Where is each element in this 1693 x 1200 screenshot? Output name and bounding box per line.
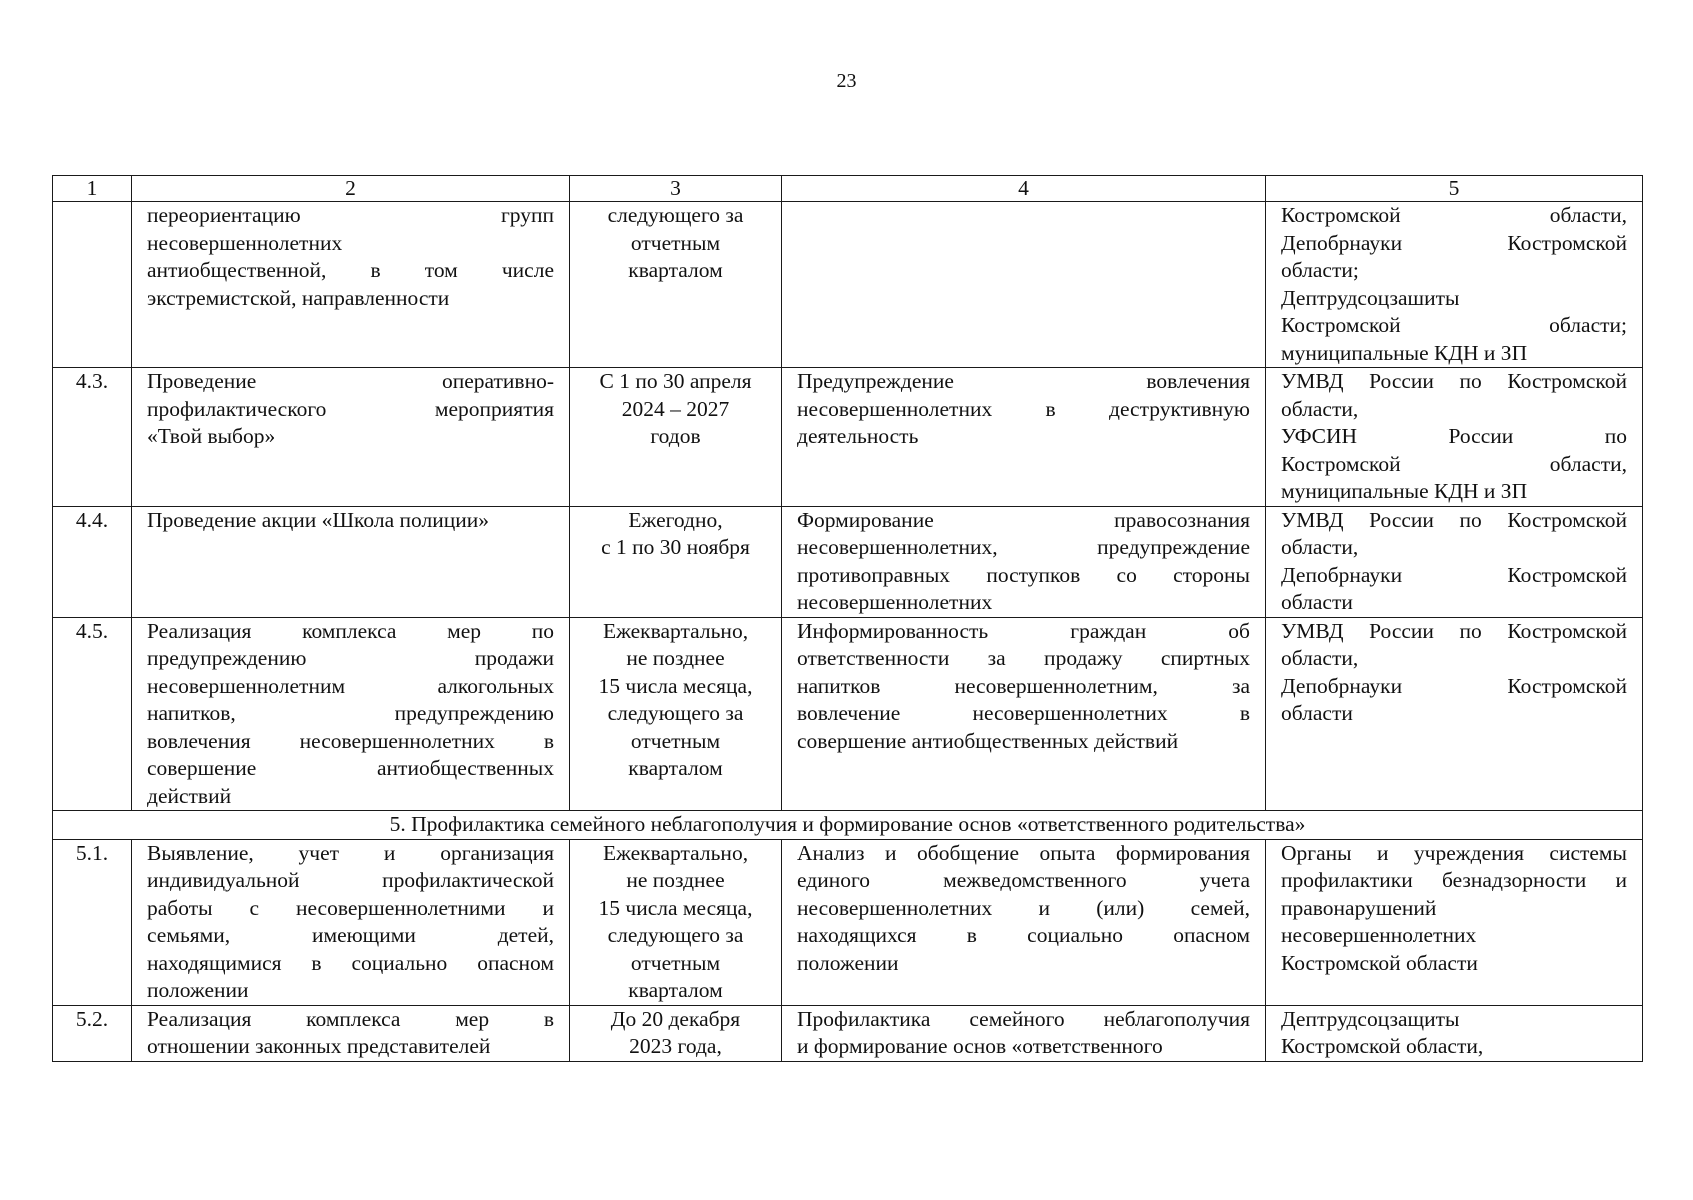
executors-cell-line: области <box>1281 590 1353 614</box>
deadline-cell-line: До 20 декабря <box>610 1006 741 1031</box>
page-number: 23 <box>836 70 857 92</box>
result-cell <box>782 1005 1266 1061</box>
result-cell-line: деятельность <box>797 424 919 448</box>
measure-cell-line: отношении законных представителей <box>147 1034 491 1058</box>
deadline-cell-line: кварталом <box>628 756 723 780</box>
executors-cell-line: профилактики безнадзорности и <box>1281 868 1627 892</box>
deadline-cell-line: годов <box>650 424 701 448</box>
result-cell <box>782 368 1266 507</box>
executors-cell-line: Депобрнауки Костромской <box>1281 230 1627 255</box>
measure-cell <box>132 839 570 1005</box>
deadline-cell <box>570 839 782 1005</box>
executors-cell-line: муниципальные КДН и ЗП <box>1281 340 1528 365</box>
deadline-cell <box>570 506 782 617</box>
row-number <box>53 202 132 368</box>
measure-cell <box>132 506 570 617</box>
result-cell-line: вовлечение несовершеннолетних в <box>797 701 1250 725</box>
column-number-row <box>53 176 1643 202</box>
deadline-cell-line: кварталом <box>628 978 723 1002</box>
measure-cell-line: работы с несовершеннолетними и <box>147 895 554 920</box>
deadline-cell <box>570 617 782 811</box>
row-number: 4.3. <box>53 368 132 507</box>
section-row <box>53 811 1643 840</box>
executors-cell-line: области, <box>1281 396 1359 421</box>
measure-cell-line: Проведение оперативно- <box>147 369 554 393</box>
executors-cell-line: области <box>1281 701 1353 725</box>
executors-cell-line: Костромской области <box>1281 950 1478 975</box>
measure-cell-line: Выявление, учет и организация <box>147 840 554 865</box>
result-cell-line: Предупреждение вовлечения <box>797 369 1250 393</box>
measure-cell-line: совершение антиобщественных <box>147 756 554 780</box>
measure-cell <box>132 202 570 368</box>
result-cell-line: положении <box>797 950 899 975</box>
measure-cell-line: действий <box>147 783 232 808</box>
measure-cell-line: Реализация комплекса мер по <box>147 618 554 643</box>
deadline-cell-line: 15 числа месяца, <box>598 673 753 698</box>
measure-cell-line: семьями, имеющими детей, <box>147 923 554 947</box>
result-cell-line: несовершеннолетних, предупреждение <box>797 535 1250 559</box>
executors-cell-line: УМВД России по Костромской <box>1281 369 1627 393</box>
executors-cell <box>1266 1005 1643 1061</box>
deadline-cell-line: Ежеквартально, <box>602 840 749 865</box>
executors-cell-line: муниципальные КДН и ЗП <box>1281 479 1528 503</box>
column-header: 1 <box>53 176 132 202</box>
row-number: 5.2. <box>53 1005 132 1061</box>
executors-cell-line: несовершеннолетних <box>1281 923 1477 947</box>
row-number: 5.1. <box>53 839 132 1005</box>
table-row <box>53 839 1643 1005</box>
executors-cell <box>1266 617 1643 811</box>
executors-cell <box>1266 368 1643 507</box>
table-row <box>53 617 1643 811</box>
deadline-cell-line: следующего за <box>607 203 744 227</box>
table-row <box>53 1005 1643 1061</box>
result-cell-line: напитков несовершеннолетним, за <box>797 673 1250 698</box>
measure-cell-line: несовершеннолетних <box>147 230 343 255</box>
result-cell <box>782 506 1266 617</box>
executors-cell-line: области, <box>1281 535 1359 559</box>
executors-cell <box>1266 839 1643 1005</box>
measure-cell <box>132 1005 570 1061</box>
column-header: 3 <box>570 176 782 202</box>
measure-cell-line: переориентацию групп <box>147 203 554 227</box>
row-number: 4.5. <box>53 617 132 811</box>
column-header: 2 <box>132 176 570 202</box>
column-header: 4 <box>782 176 1266 202</box>
section-title: 5. Профилактика семейного неблагополучия и формирование основ «ответственного родительства» <box>53 811 1643 840</box>
measure-cell-line: предупреждению продажи <box>147 646 554 670</box>
executors-cell-line: правонарушений <box>1281 895 1437 920</box>
executors-cell-line: УФСИН России по <box>1281 424 1627 448</box>
measure-cell-line: экстремистской, направленности <box>147 285 450 310</box>
result-cell-line: единого межведомственного учета <box>797 868 1250 892</box>
column-header: 5 <box>1266 176 1643 202</box>
executors-cell-line: УМВД России по Костромской <box>1281 618 1627 643</box>
deadline-cell-line: Ежеквартально, <box>602 618 749 643</box>
result-cell-line: несовершеннолетних <box>797 590 993 614</box>
measure-cell-line: напитков, предупреждению <box>147 701 554 725</box>
measure-cell-line: положении <box>147 978 249 1002</box>
deadline-cell-line: кварталом <box>628 258 723 282</box>
deadline-cell-line: Ежегодно, <box>628 507 723 532</box>
executors-cell-line: Депобрнауки Костромской <box>1281 673 1627 698</box>
result-cell-line: Формирование правосознания <box>797 507 1250 532</box>
deadline-cell <box>570 368 782 507</box>
deadline-cell-line: следующего за <box>607 923 744 947</box>
result-cell-line: Профилактика семейного неблагополучия <box>797 1006 1250 1031</box>
result-cell <box>782 617 1266 811</box>
result-cell-line: находящихся в социально опасном <box>797 923 1250 947</box>
table-row <box>53 506 1643 617</box>
deadline-cell-line: не позднее <box>626 646 725 670</box>
deadline-cell-line: отчетным <box>630 230 721 255</box>
action-plan-table <box>52 175 1643 1062</box>
executors-cell-line: Дептрудсоцзашиты <box>1281 285 1460 310</box>
measure-cell-line: находящимися в социально опасном <box>147 950 554 975</box>
measure-cell <box>132 368 570 507</box>
deadline-cell-line: 15 числа месяца, <box>598 895 753 920</box>
result-cell-line: несовершеннолетних и (или) семей, <box>797 895 1250 920</box>
result-cell-line: Анализ и обобщение опыта формирования <box>797 840 1250 865</box>
deadline-cell <box>570 202 782 368</box>
measure-cell-line: «Твой выбор» <box>147 424 276 448</box>
row-number: 4.4. <box>53 506 132 617</box>
result-cell-line: и формирование основ «ответственного <box>797 1034 1163 1058</box>
result-cell-line: несовершеннолетних в деструктивную <box>797 396 1250 421</box>
result-cell <box>782 202 1266 368</box>
executors-cell-line: Костромской области, <box>1281 451 1627 476</box>
deadline-cell <box>570 1005 782 1061</box>
measure-cell-line: профилактического мероприятия <box>147 396 554 421</box>
measure-cell-line: антиобщественной, в том числе <box>147 258 554 282</box>
executors-cell-line: Дептрудсоцзащиты <box>1281 1006 1460 1031</box>
executors-cell-line: Органы и учреждения системы <box>1281 840 1627 865</box>
executors-cell <box>1266 202 1643 368</box>
table-row <box>53 368 1643 507</box>
measure-cell-line: несовершеннолетним алкогольных <box>147 673 554 698</box>
executors-cell-line: Костромской области, <box>1281 1034 1484 1058</box>
deadline-cell-line: С 1 по 30 апреля <box>599 369 752 393</box>
executors-cell <box>1266 506 1643 617</box>
measure-cell-line: индивидуальной профилактической <box>147 868 554 892</box>
measure-cell <box>132 617 570 811</box>
deadline-cell-line: с 1 по 30 ноября <box>601 535 750 559</box>
result-cell-line: противоправных поступков со стороны <box>797 562 1250 587</box>
table-row-continued <box>53 202 1643 368</box>
deadline-cell-line: отчетным <box>630 950 721 975</box>
deadline-cell-line: следующего за <box>607 701 744 725</box>
result-cell <box>782 839 1266 1005</box>
result-cell-line: совершение антиобщественных действий <box>797 728 1179 753</box>
executors-cell-line: УМВД России по Костромской <box>1281 507 1627 532</box>
measure-cell-line: Проведение акции «Школа полиции» <box>147 507 489 532</box>
executors-cell-line: области, <box>1281 646 1359 670</box>
deadline-cell-line: 2024 – 2027 <box>621 396 730 421</box>
deadline-cell-line: не позднее <box>626 868 725 892</box>
result-cell-line: ответственности за продажу спиртных <box>797 646 1250 670</box>
measure-cell-line: вовлечения несовершеннолетних в <box>147 728 554 753</box>
measure-cell-line: Реализация комплекса мер в <box>147 1006 554 1031</box>
executors-cell-line: Депобрнауки Костромской <box>1281 562 1627 587</box>
executors-cell-line: Костромской области, <box>1281 203 1627 227</box>
executors-cell-line: Костромской области; <box>1281 313 1627 337</box>
executors-cell-line: области; <box>1281 258 1359 282</box>
deadline-cell-line: отчетным <box>630 728 721 753</box>
deadline-cell-line: 2023 года, <box>629 1034 722 1058</box>
result-cell-line: Информированность граждан об <box>797 618 1250 643</box>
